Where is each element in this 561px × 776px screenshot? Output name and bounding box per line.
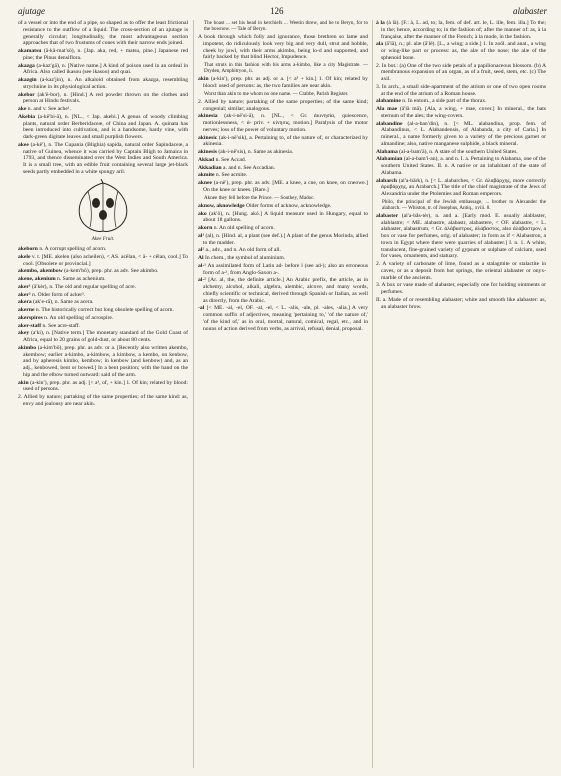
definition-text: (a-kaz′jin), n. An alkaloid obtained from akazga, resembling strychnine in its physiological action. — [23, 77, 188, 90]
dictionary-entry — [376, 63, 546, 83]
dictionary-entry — [18, 92, 188, 106]
headword: akinesic — [198, 134, 218, 141]
headword: akimbo — [18, 344, 37, 351]
citation-quote — [204, 195, 368, 201]
headword: Alabama — [376, 148, 398, 155]
definition-text: (al-a-ban′din), n. [< ML. alabandina, prop. fem. of Alabandinus, < L. Alabandensis, of Alabanda, a city of Caria.] In mineral., a name formerly given to a variety of the precious garnet or almandine; also, native manganese sulphide, a black mineral. — [381, 120, 546, 147]
definition-text: n. A corrupt spelling of acorn. — [39, 246, 107, 252]
definition-text: (ā′kėr), n. The old and regular spelling of acre. — [31, 283, 137, 290]
headword: Al — [198, 255, 204, 262]
headword: akinesis — [198, 149, 217, 156]
dictionary-entry — [198, 225, 368, 232]
dictionary-entry — [198, 165, 368, 172]
citation-quote — [382, 199, 546, 211]
akee-fruit-illustration — [55, 179, 151, 245]
definition-text: 3. A box or vase made of alabaster, especially one for holding ointments or perfumes. — [376, 282, 546, 296]
definition-text: (ak-i-nē′sik), a. Pertaining to, of the nature of, or characterized by akinesia. — [203, 134, 368, 148]
headword: alabaster — [376, 212, 399, 219]
definition-text: n. See acre-staff. — [42, 322, 80, 329]
headword: akamatsu — [18, 48, 42, 54]
definition-text: An assimilated form of Latin ad- before l (see ad-); also an erroneous form of a-¹, from Anglo-Saxon a-. — [203, 262, 368, 276]
definition-text: n. Older form of acker². — [31, 291, 86, 298]
akee-fruit-drawing — [68, 179, 138, 235]
definition-text: n. Same as achenium. — [57, 276, 106, 282]
dictionary-entry — [376, 98, 546, 105]
dictionary-entry — [18, 323, 188, 330]
definition-text: v. t. [ME. akelen (also acheilen), < AS. acēlan, < ā- + cēlan, cool.] To cool. [Obsolete or provincial.] — [23, 253, 188, 267]
dictionary-entry — [198, 99, 368, 113]
dictionary-entry — [18, 284, 188, 291]
dictionary-entry — [18, 292, 188, 299]
headword: akazga — [18, 62, 35, 69]
dictionary-entry — [198, 157, 368, 164]
figure-caption: Akee Fruit. — [91, 237, 115, 243]
headword: akerspires — [18, 314, 43, 321]
headword: akebor — [18, 91, 35, 98]
dictionary-entry — [198, 277, 368, 304]
dictionary-entry — [18, 106, 188, 113]
definition-text: (ā′lä mā). [Ala, a wing, + mae, cover.] In mineral., the bats sternum of the ales; the wing-covers. — [381, 106, 546, 119]
definition-text: (à lä). [F.: à, L. ad, to; la, fem. of def. art. le, L. ille, fem. illa.] To the; in the; hence, according to; in the fashion of; after the manner of: as, à la française, after the manner of the French; à la mode, in the fashion. — [381, 20, 546, 40]
page-number: 126 — [270, 6, 284, 16]
definition-text: n. The historically correct but long obsolete spelling of acorn. — [35, 307, 174, 313]
dictionary-entry — [376, 178, 546, 198]
quote-text: Philo, the principal of the Jewish embassage, ... brother to Alexander the alabarch. — Whiston, tr. of Josephus, Antiq., xviii. 8. — [382, 198, 546, 211]
definition-text: (ak′ō), n. [Hung. akó.] A liquid measure used in Hungary, equal to about 18 gallons. — [203, 210, 368, 224]
definition-text: (al′a-bärk), n. [< L. alabarches, < Gr. ἀλαβάρχης, more correctly ἀραβάρχης, an Arabarch.] The title of the chief magistrate of the Jews of Alexandria under the Ptolemies and Roman emperors. — [381, 177, 546, 197]
definition-text: 2. Allied by nature; partaking of the same properties; of the same kind; congenial; similar; analogous. — [198, 98, 368, 112]
quote-text: The boast ... set his head in kerchiefs ... Weetin threw, and he to Beryn, for to the bownow. — Tale of Beryn. — [204, 20, 368, 33]
dictionary-entry — [18, 48, 188, 62]
definition-text: of a vessel or into the end of a pipe, so shaped as to offer the least frictional resistance to the outflow of a liquid. The cross-section of an ajutage is generally circular; longitudinally, the most advantageous section approaches that of two frustums of cones with their narrow ends joined. — [18, 20, 188, 47]
dictionary-entry — [376, 297, 546, 311]
definition-text: (al-a-bam′i-an), a. and n. I. a. Pertaining to Alabama, one of the southern United States. II. n. A native or an inhabitant of the state of Alabama. — [381, 156, 546, 176]
column-divider — [372, 20, 373, 768]
dictionary-entry — [18, 345, 188, 379]
definition-text: (a-kem′bō), prep. phr. as adv. See akimbo. — [64, 268, 159, 275]
headword: al-¹ — [198, 262, 206, 269]
column-1 — [18, 20, 188, 770]
headword: aker¹ — [18, 283, 31, 290]
definition-text: (a-kin′), prep. phr. as adj. or a. [< a³ + kin.] 1. Of kin; related by blood: used of persons: as, the two families are near akin. — [203, 76, 368, 90]
headword: akmite — [198, 172, 215, 179]
headword: akerne — [18, 307, 35, 313]
dictionary-entry — [18, 330, 188, 344]
definition-text: a. and n. See Accadian. — [223, 164, 276, 171]
definition-text: A book through which folly and ignorance, those brethren so lame and impotent, do ridiculously look very big and very dull, strut and hobble, cheek by jowl, with their arms akimbo, being lo-d and supported, and fairly backed by that blind Hector, Impudence. — [198, 34, 368, 61]
column-2 — [198, 20, 368, 770]
dictionary-entry — [376, 41, 546, 61]
headword: aker-staff — [18, 322, 42, 329]
definition-text: (ak′ē-bor), n. [Hind.] A red powder thrown on the clothes and person at Hindu festivals. — [23, 91, 188, 105]
definition-text: 2. In bot.: (a) One of the two side petals of a papilionaceous blossom. (b) A membranous expansion of an organ, as of a fruit, seed, stem, etc. (c) The axil. — [376, 62, 546, 82]
dictionary-entry — [198, 255, 368, 262]
headword: ake — [18, 106, 27, 112]
dictionary-entry — [198, 247, 368, 254]
definition-text: n. and v. See ache¹. — [27, 106, 71, 112]
definition-text: 2. A variety of carbonate of lime, found as a stalagmite or stalactite in caves, or as a deposit from hot springs, the oriental alabaster or onyx-marble of the ancients. — [376, 261, 546, 281]
quote-text: Worst than akin to me whom no one name. — Crabbe, Parish Register. — [204, 90, 349, 97]
headword: Ala mae — [376, 106, 398, 112]
dictionary-entry — [376, 121, 546, 148]
dictionary-entry — [198, 180, 368, 194]
dictionary-entry — [376, 282, 546, 296]
headword: akin — [198, 76, 209, 83]
dictionary-entry — [376, 261, 546, 281]
definition-text: (a-kin′), prep. phr. as adj. [< a³, of, + kin.] 1. Of kin; related by blood: used of persons. — [23, 379, 188, 393]
column-3 — [376, 20, 546, 770]
quote-text: That struts in this fashion with his arms a-kimbo, like a city Magistrate. — Dryden, Amphitryon, ii. — [204, 62, 368, 75]
definition-text: (a-kē′), n. The Cupania (Blighia) sapida, natural order Sapindaceæ, a native of Guinea, whence it was carried by Captain Bligh to Jamaica in 1793, and thence disseminated over the West Indies and South America. It is a small tree, with an edible fruit containing several large jet-black seeds partly embedded in a white spongy aril. — [23, 141, 188, 175]
dictionary-entry — [18, 394, 188, 408]
headword: -al — [198, 305, 205, 312]
page-header — [18, 6, 547, 20]
headword: Akkadian — [198, 164, 222, 171]
dictionary-entry — [198, 135, 368, 149]
headword: akazgin — [18, 77, 37, 83]
definition-text: (ak-i-nē′sis), n. Same as akinesia. — [218, 149, 294, 156]
citation-quote — [204, 20, 368, 32]
headword: al² — [198, 247, 205, 254]
headword: aknee — [198, 180, 212, 187]
headword: al-² — [198, 277, 206, 284]
dictionary-entry — [18, 142, 188, 176]
dictionary-entry — [198, 263, 368, 277]
definition-text: Older forms of acknow, acknowledge. — [246, 202, 332, 209]
headword: ako — [198, 210, 207, 217]
definition-text: (ak′e-rä), n. Same as acera. — [33, 299, 94, 306]
dictionary-entry — [376, 156, 546, 176]
definition-text: (ā′lä), n.; pl. alæ (ā′lē). [L., a wing; a side.] 1. In zoöl. and anat., a wing or wing-like part or process: as, the alæ of the nose; the alæ of the sphenoid bone. — [381, 41, 546, 61]
dictionary-entry — [198, 211, 368, 225]
dictionary-entry — [18, 315, 188, 322]
headword: akinesia — [198, 113, 218, 120]
dictionary-entry — [18, 268, 188, 275]
definition-text: (ä-kä-mat′sö), n. [Jap. aka, red, + matsu, pine.] Japanese red pine; the Pinus densiflora. — [23, 48, 188, 61]
dictionary-entry — [198, 76, 368, 90]
dictionary-entry — [18, 20, 188, 47]
definition-text: n. An old spelling of acorn. — [213, 225, 275, 232]
dictionary-entry — [198, 113, 368, 133]
headword: alabarch — [376, 177, 398, 184]
definition-text: (al), n. [Hind. al, a plant (see def.).] A plant of the genus Morinda, allied to the madder. — [203, 232, 368, 246]
citation-quote — [204, 62, 368, 74]
dictionary-entry — [198, 34, 368, 61]
dictionary-entry — [198, 305, 368, 332]
columns — [18, 20, 547, 772]
definition-text: (a-kaz′gä), n. [Native name.] A kind of poison used in an ordeal in Africa. Also called ikasou (see ikasou) and quai. — [23, 62, 188, 76]
citation-quote — [204, 91, 368, 97]
headword: ala — [376, 41, 384, 48]
headword: alabamine — [376, 98, 401, 105]
dictionary-entry — [18, 246, 188, 253]
definition-text: (a-kim′bō), prep. phr. as adv. or a. [Recently also written akembo, akembow; earlier a-kimbo, a-kimbow, a kimbow, a kembo, on kenbow, and by apheresis kimbo, kembow; in kenbow (and kenbow) and, as an adj., kenbowed, bent or bowed.] In a bent position; with the hand on the hip and the elbow turned outward: said of the arm. — [23, 344, 188, 378]
definition-text: n. See Accad. — [215, 156, 247, 163]
dictionary-entry — [198, 203, 368, 210]
definition-text: (a-nē′), prep. phr. as adv. [ME. a knee, a cne, on knee, on cneowe.] On the knee or knees. [Rare.] — [203, 180, 368, 193]
headword: akembo, akembow — [18, 268, 63, 275]
headword: akee — [18, 141, 29, 148]
dictionary-entry — [18, 114, 188, 141]
headword: à la — [376, 20, 385, 26]
definition-text: n. In entom., a side part of the thorax. — [402, 98, 487, 105]
dictionary-entry — [198, 233, 368, 247]
headword: akin — [18, 379, 29, 386]
column-divider — [193, 20, 194, 768]
dictionary-entry — [376, 149, 546, 156]
headword: alabandine — [376, 120, 403, 127]
headword: akeborn — [18, 246, 38, 252]
dictionary-entry — [18, 77, 188, 91]
dictionary-entry — [18, 254, 188, 268]
definition-text: 2. Allied by nature; partaking of the same properties; of the same kind: as, envy and jealousy are near akin. — [18, 394, 188, 407]
definition-text: [Ar. al, the, the definite article.] An Arabic prefix, the article, as in alchemy, alcohol, alkali, algebra, alembic, alcove, and many words, chiefly scientific or technical, derived through Spanish or Italian, as well as directly, from the Arabic. — [203, 277, 368, 304]
definition-text: [< ME. -al, -el, OF. -al, -el, < L. -alis, -ale, pl. -ales, -alia.] A very common suffix of adjectives, meaning 'pertaining to,' 'of the nature of,' 'of the kind of,' as in oral, mortal, natural, comical, regal, etc., and in nouns of action derived from verbs, as arrival, refusal, denial, proposal. — [203, 305, 368, 332]
dictionary-entry — [376, 106, 546, 120]
definition-text: (al′a-bås-tėr), n. and a. [Early mod. E. usually alablaster, alablastre; < ME. alabastre, alabastr, alabastere, < OF. alabastre, < L. alabaster, alabastrum, < Gr. ἀλάβαστρος, ἀλάβαστος, also ἀλάβαστρον, a box or vase for perfumes, orig. of alabaster; in form as if < Alabastron, a town in Egypt where there were quarries of alabaster.] I. n. 1. A white, translucent, fine-grained variety of gypsum or sulphate of calcium, used for vases, ornaments, and statuary. — [381, 212, 546, 260]
definition-text: (al-a-bam′ä), n. A state of the southern United States. — [399, 148, 518, 155]
definition-text: II. a. Made of or resembling alabaster; white and smooth like alabaster: as, an alabaster brow. — [376, 296, 546, 310]
headword: akele — [18, 253, 31, 260]
headword: akorn — [198, 225, 213, 232]
dictionary-entry — [198, 172, 368, 179]
dictionary-entry — [18, 299, 188, 306]
definition-text: a., adv., and n. An old form of all. — [205, 247, 281, 254]
definition-text: (a-kē′bi-ä), n. [NL., < Jap. akebi.] A genus of woody climbing plants, natural order Berberidaceæ, of China and Japan. A. quinata has been introduced into cultivation, and is a handsome, hardy vine, with dark-green digitate leaves and small purplish flowers. — [23, 113, 188, 140]
headword: akera — [18, 299, 32, 306]
headword: al¹ — [198, 232, 205, 239]
definition-text: (a′ki), n. [Native term.] The monetary standard of the Gold Coast of Africa, equal to 20 grains of gold-dust, or about 80 cents. — [23, 330, 188, 343]
dictionary-entry — [198, 149, 368, 156]
headword: akene, akenium — [18, 276, 56, 282]
definition-text: n. An old spelling of acrospire. — [44, 314, 114, 321]
headword: aker² — [18, 291, 31, 298]
dictionary-entry — [376, 84, 546, 98]
headword: Akebia — [18, 113, 36, 120]
dictionary-entry — [18, 276, 188, 283]
dictionary-entry — [376, 213, 546, 260]
header-last-word: alabaster — [512, 6, 547, 16]
headword: akey — [18, 330, 30, 337]
headword: Akkad — [198, 156, 215, 163]
definition-text: In chem., the symbol of aluminium. — [205, 255, 286, 262]
headword: Alabamian — [376, 156, 403, 163]
definition-text: 3. In arch., a small side-apartment of the atrium or one of two open rooms at the end of the atrium of a Roman house. — [376, 83, 546, 97]
dictionary-entry — [18, 307, 188, 314]
definition-text: n. See acmite. — [215, 172, 248, 179]
definition-text: (ak-i-nē′si-ä), n. [NL., < Gr. ἀκινησία, quiescence, motionlessness, < ἀ- priv. + κίνησις, motion.] Paralysis of the motor nerves; loss of the power of voluntary motion. — [203, 113, 368, 133]
dictionary-entry — [18, 63, 188, 77]
headword: aknow, aknowledge — [198, 202, 245, 209]
dictionary-entry — [18, 380, 188, 394]
quote-text: Aknee they fell before the Prince. — Southey, Madoc. — [204, 194, 315, 201]
header-first-word: ajutage — [18, 6, 45, 16]
dictionary-entry — [376, 20, 546, 40]
